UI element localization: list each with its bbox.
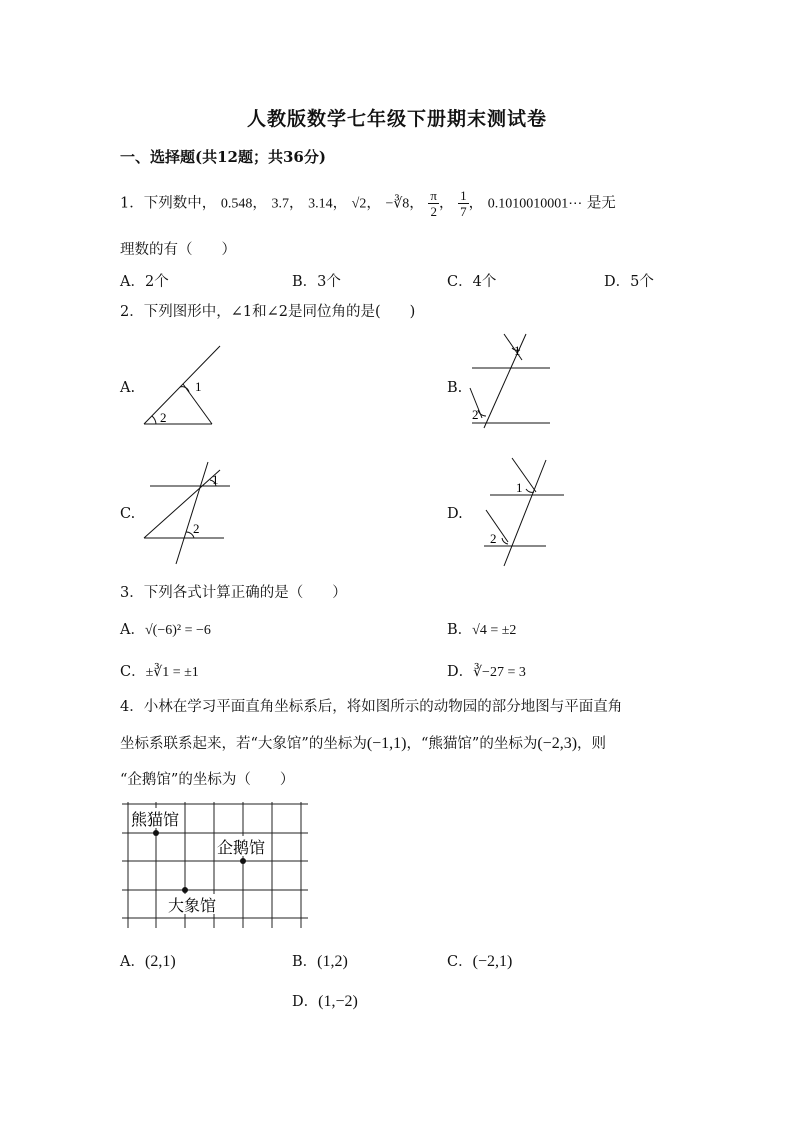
q1-num-5: −∛8 xyxy=(385,196,410,212)
q2-figure-c xyxy=(140,456,236,566)
q2-figure-d xyxy=(482,454,572,570)
question-4-line2: 坐标系联系起来，若“大象馆”的坐标为(−1,1)，“熊猫馆”的坐标为(−2,3)，则 xyxy=(120,735,607,752)
q1-line2: 理数的有（ ） xyxy=(120,242,236,258)
q1-option-b: B．3个 xyxy=(292,274,341,290)
question-2: 2．下列图形中，∠1和∠2是同位角的是( ) xyxy=(120,304,416,320)
q1-option-a: A．2个 xyxy=(120,274,169,290)
q3-expr-d: ∛−27 = 3 xyxy=(473,665,526,680)
q1-option-d: D．5个 xyxy=(604,274,654,290)
q4-coord-elephant: (−1,1) xyxy=(366,735,407,752)
q2-a-angle2: 2 xyxy=(160,410,167,425)
q1-num-3: 3.14 xyxy=(308,196,333,212)
q1-num-2: 3.7 xyxy=(271,196,289,212)
q1-fraction-pi: $\frac{\pi}{2}$ xyxy=(430,188,437,219)
q2-c-angle1: 1 xyxy=(212,472,219,487)
q4-option-b: B．(1,2) xyxy=(292,953,348,970)
q3-option-a: A．√(−6)² = −6 xyxy=(120,622,211,638)
q2-d-angle2: 2 xyxy=(490,531,497,546)
question-4-line1: 4．小林在学习平面直角坐标系后，将如图所示的动物园的部分地图与平面直角 xyxy=(120,699,623,715)
q3-expr-b: √4 = ±2 xyxy=(472,623,517,638)
q4-coord-panda: (−2,3) xyxy=(537,735,578,752)
q4-option-d: D．(1,−2) xyxy=(292,993,358,1010)
question-4-line3: “企鹅馆”的坐标为（ ） xyxy=(120,772,295,788)
question-3: 3．下列各式计算正确的是（ ） xyxy=(120,585,347,601)
penguin-label: 企鹅馆 xyxy=(217,840,266,857)
q2-label-a: A. xyxy=(120,380,136,396)
panda-label: 熊猫馆 xyxy=(131,812,180,829)
panda-dot xyxy=(153,830,159,836)
q1-suffix: 是无 xyxy=(586,195,616,212)
q2-a-angle1: 1 xyxy=(195,379,202,394)
q2-b-angle1: 1 xyxy=(514,343,521,358)
q1-num-1: 0.548 xyxy=(220,196,253,212)
q3-option-b: B．√4 = ±2 xyxy=(447,622,517,638)
zoo-grid-map xyxy=(118,800,314,930)
q1-prefix: 1．下列数中， xyxy=(120,195,217,212)
q2-label-d: D. xyxy=(447,506,463,522)
elephant-dot xyxy=(182,887,188,893)
penguin-dot xyxy=(240,858,246,864)
q2-c-angle2: 2 xyxy=(193,521,200,536)
q4-option-a: A．(2,1) xyxy=(120,953,176,970)
q1-fraction-one-seventh: $\frac{1}{7}$ xyxy=(460,188,467,219)
q1-num-6: 0.1010010001⋯ xyxy=(487,196,583,212)
q3-option-d: D．∛−27 = 3 xyxy=(447,664,526,680)
q4-option-c: C．(−2,1) xyxy=(447,953,513,970)
q2-label-b: B. xyxy=(447,380,463,396)
elephant-label: 大象馆 xyxy=(168,898,217,915)
q1-option-c: C．4个 xyxy=(447,274,497,290)
q1-num-4: √2 xyxy=(351,196,367,212)
q2-figure-a xyxy=(140,342,230,432)
question-1: 1．下列数中， 0.548， 3.7， 3.14， √2， −∛8， $\frac{\pi}{2}$ ， $\frac{1}{7}$ ， 0.1010010001⋯ 是无 xyxy=(120,188,616,219)
q2-d-angle1: 1 xyxy=(516,480,523,495)
q2-label-c: C. xyxy=(120,506,136,522)
q3-option-c: C．±∛1 = ±1 xyxy=(120,664,199,680)
q2-b-angle2: 2 xyxy=(472,407,479,422)
q3-expr-c: ±∛1 = ±1 xyxy=(145,665,199,680)
q3-expr-a: √(−6)² = −6 xyxy=(144,623,211,638)
q2-figure-b xyxy=(468,330,558,430)
section-heading: 一、选择题(共12题；共36分) xyxy=(120,148,326,166)
page-title: 人教版数学七年级下册期末测试卷 xyxy=(246,108,547,130)
